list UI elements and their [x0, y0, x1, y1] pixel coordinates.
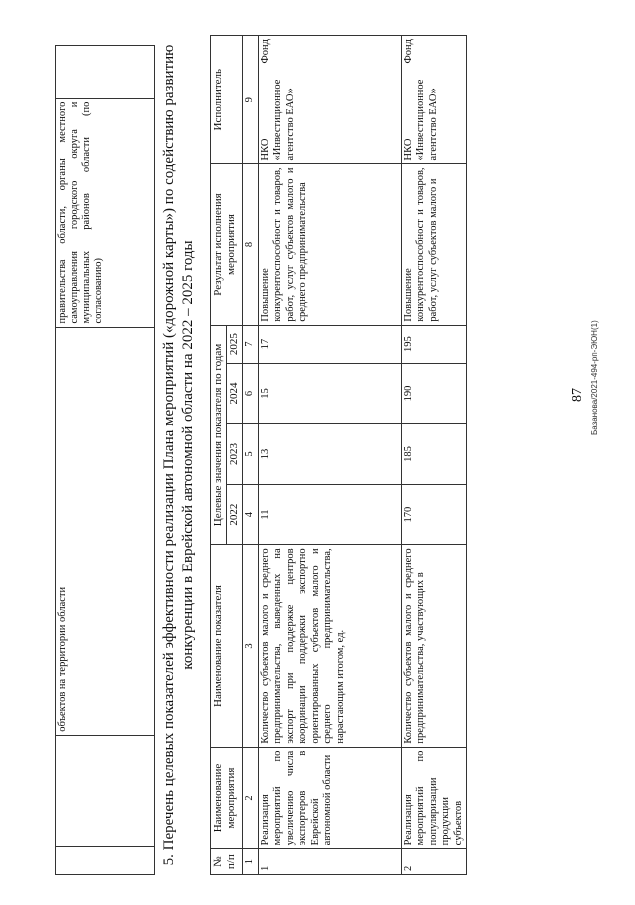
indicators-table [210, 35, 467, 875]
table-row [258, 36, 401, 875]
empty-cell [56, 46, 155, 99]
executor-cell: НКО Фонд «Инвестиционное агентство ЕАО» [401, 36, 467, 164]
table-row [56, 46, 155, 875]
column-number: 5 [243, 424, 259, 485]
section-title: 5. Перечень целевых показателей эффективности реализации Плана мероприятий («дорожной карты») по содействию развитию конкуренции в Еврейской автономной области на 2022 – 2025 годы [161, 44, 196, 866]
col-header-year: 2023 [227, 424, 243, 485]
col-header-year: 2025 [227, 325, 243, 363]
col-header-executor: Исполнитель [211, 36, 243, 164]
table-row [401, 36, 467, 875]
value-cell: 17 [258, 325, 401, 363]
table-cell: объектов на территории области [56, 327, 155, 735]
empty-cell [56, 847, 155, 875]
previous-table-continuation [55, 45, 155, 875]
result-cell: Повышение конкурентоспособност и товаров, работ, услуг субъектов малого и среднего предпринимательства [258, 164, 401, 325]
indicator-cell: Количество субъектов малого и среднего предпринимательства, участвующих в [401, 545, 467, 747]
column-numbers-row [243, 36, 259, 875]
col-header-year: 2022 [227, 484, 243, 545]
col-header-num: № п/п [211, 849, 243, 875]
header-row [211, 36, 227, 875]
column-number: 9 [243, 36, 259, 164]
value-cell: 170 [401, 484, 467, 545]
column-number: 3 [243, 545, 259, 747]
column-number: 6 [243, 363, 259, 424]
indicator-cell: Количество субъектов малого и среднего предпринимательства, выведенных на экспорт при поддержке центров координации поддержки экспортно ориентированных субъектов малого и среднего предпринимательства, нарастающим итогом, ед. [258, 545, 401, 747]
column-number: 7 [243, 325, 259, 363]
row-number: 2 [401, 849, 467, 875]
value-cell: 11 [258, 484, 401, 545]
col-header-year: 2024 [227, 363, 243, 424]
column-number: 8 [243, 164, 259, 325]
value-cell: 13 [258, 424, 401, 485]
column-number: 4 [243, 484, 259, 545]
result-cell: Повышение конкурентоспособност и товаров, работ, услуг субъектов малого и [401, 164, 467, 325]
column-number: 1 [243, 849, 259, 875]
empty-cell [56, 735, 155, 846]
value-cell: 15 [258, 363, 401, 424]
table-cell: правительства области, органы местного самоуправления городского округа и муниципальных районов области (по согласованию) [56, 98, 155, 327]
value-cell: 185 [401, 424, 467, 485]
column-number: 2 [243, 747, 259, 849]
col-header-target-values: Целевые значения показателя по годам [211, 325, 227, 545]
value-cell: 195 [401, 325, 467, 363]
executor-cell: НКО Фонд «Инвестиционное агентство ЕАО» [258, 36, 401, 164]
event-cell: Реализация мероприятий по увеличению числа экспортеров в Еврейской автономной области [258, 747, 401, 849]
col-header-indicator: Наименование показателя [211, 545, 243, 747]
page-number: 87 [570, 388, 585, 402]
event-cell: Реализация мероприятий по популяризации продукции субъектов [401, 747, 467, 849]
footer-code: Базанова/2021-494-рп-ЭЮН(1) [590, 320, 599, 435]
col-header-result: Результат исполнения мероприятия [211, 164, 243, 325]
row-number: 1 [258, 849, 401, 875]
col-header-event: Наименование мероприятия [211, 747, 243, 849]
value-cell: 190 [401, 363, 467, 424]
